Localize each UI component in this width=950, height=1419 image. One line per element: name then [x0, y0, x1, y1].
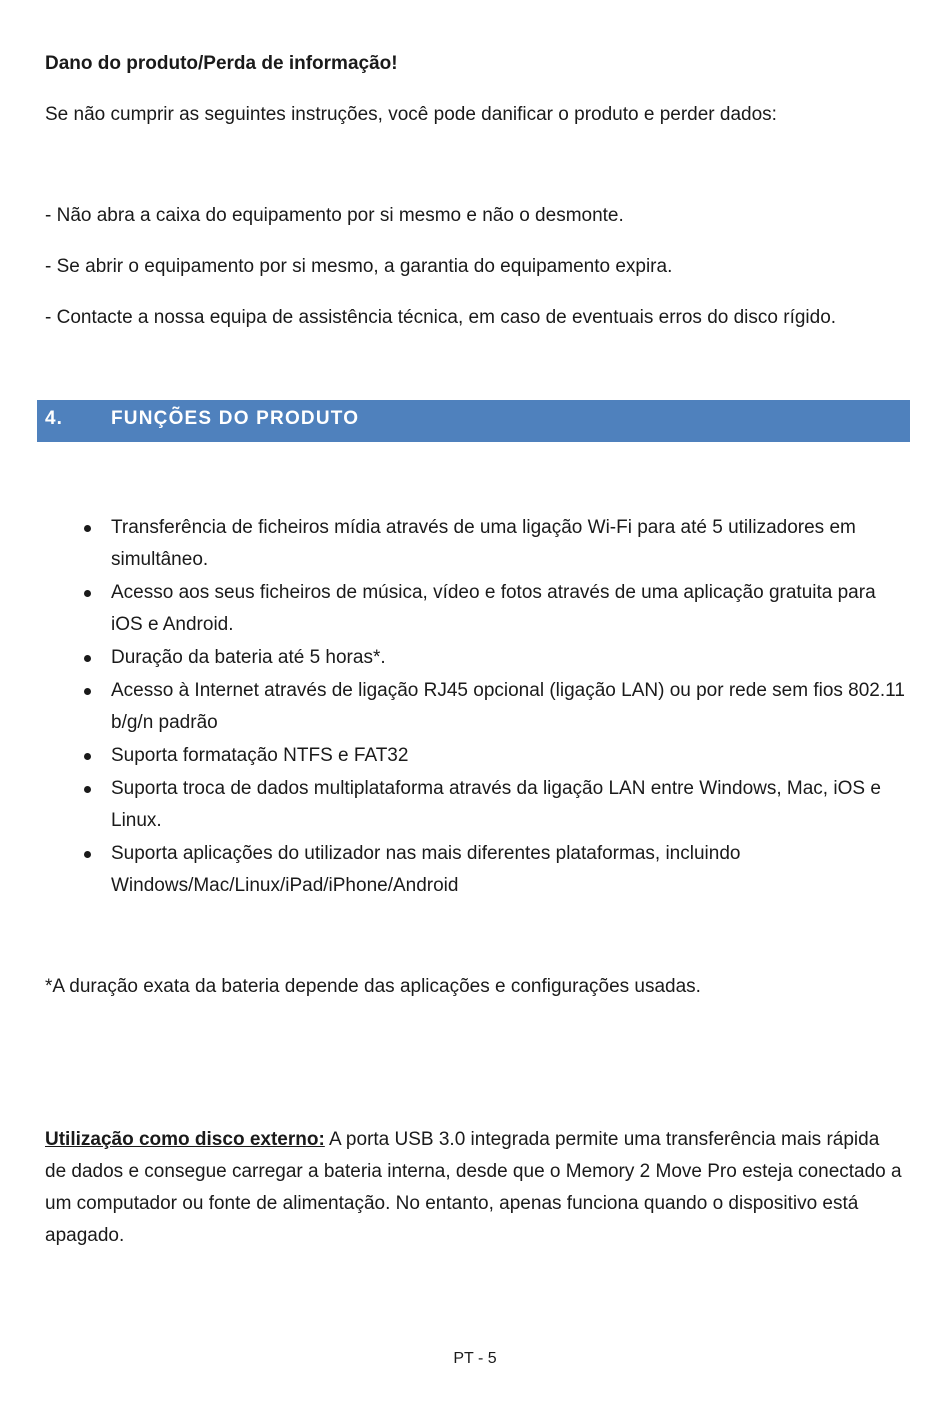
page-number: PT - 5 [453, 1350, 497, 1367]
footnote: *A duração exata da bateria depende das aplicações e configurações usadas. [45, 976, 701, 997]
list-item: Duração da bateria até 5 horas*. [0, 642, 911, 674]
bullet-icon [84, 851, 91, 858]
bullet-icon [84, 786, 91, 793]
warning-item: - Não abra a caixa do equipamento por si mesmo e não o desmonte. [45, 205, 624, 226]
section-heading [37, 400, 910, 442]
bullet-icon [84, 590, 91, 597]
external-disk-label: Utilização como disco externo: [45, 1129, 325, 1150]
list-item: Transferência de ficheiros mídia através de uma ligação Wi-Fi para até 5 utilizadores em simultâneo. [0, 512, 911, 576]
warning-intro: Se não cumprir as seguintes instruções, você pode danificar o produto e perder dados: [45, 104, 777, 125]
bullet-icon [84, 753, 91, 760]
bullet-icon [84, 525, 91, 532]
section-number: 4. [45, 408, 63, 429]
warning-item: - Contacte a nossa equipa de assistência técnica, em caso de eventuais erros do disco rígido. [45, 307, 837, 328]
warning-title: Dano do produto/Perda de informação! [45, 53, 398, 74]
list-item: Suporta formatação NTFS e FAT32 [0, 740, 911, 772]
section-title: FUNÇÕES DO PRODUTO [111, 408, 360, 429]
warning-item: - Se abrir o equipamento por si mesmo, a garantia do equipamento expira. [45, 256, 673, 277]
feature-list [0, 512, 950, 903]
external-disk-text: A porta USB 3.0 integrada permite uma transferência mais rápida de dados e consegue carregar a bateria interna, desde que o Memory 2 Move Pro esteja conectado a um computador ou fonte de alimentação. No entanto, apenas funciona quando o dispositivo está apagado. [45, 1129, 902, 1246]
bullet-icon [84, 688, 91, 695]
bullet-icon [84, 655, 91, 662]
external-disk-paragraph [45, 1124, 905, 1252]
list-item: Suporta troca de dados multiplataforma através da ligação LAN entre Windows, Mac, iOS e Linux. [0, 773, 911, 837]
list-item: Acesso aos seus ficheiros de música, vídeo e fotos através de uma aplicação gratuita para iOS e Android. [0, 577, 911, 641]
list-item: Acesso à Internet através de ligação RJ45 opcional (ligação LAN) ou por rede sem fios 802.11 b/g/n padrão [0, 675, 911, 739]
list-item: Suporta aplicações do utilizador nas mais diferentes plataformas, incluindo Windows/Mac/Linux/iPad/iPhone/Android [0, 838, 911, 902]
